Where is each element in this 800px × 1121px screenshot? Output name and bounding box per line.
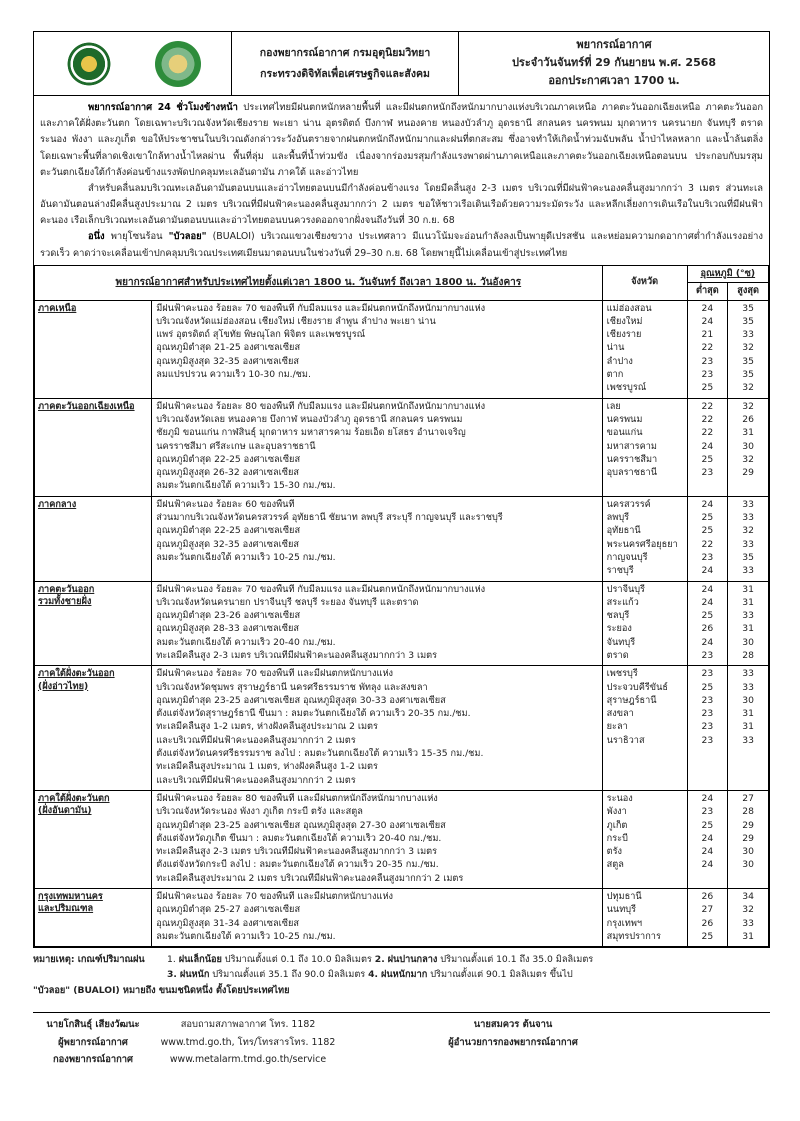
description-line: บริเวณจังหวัดแม่ฮ่องสอน เชียงใหม่ เชียงราย ลำพูน ลำปาง พะเยา น่าน: [156, 315, 436, 327]
province-name: ตราด: [606, 649, 629, 661]
max-temp-value: 35: [742, 551, 754, 563]
min-temp-value: 25: [701, 382, 714, 394]
description-line: มีฝนฟ้าคะนอง ร้อยละ 70 ของพื้นที่ และมีฝนตกหนักบางแห่ง: [156, 668, 394, 680]
director-role: ผู้อำนวยการกองพยากรณ์อากาศ: [448, 1036, 578, 1048]
province-cell: [602, 666, 687, 791]
description-line: มีฝนฟ้าคะนอง ร้อยละ 80 ของพื้นที่ และมีฝนตกหนักถึงหนักมากบางแห่ง: [156, 792, 438, 804]
max-temp-value: 33: [742, 668, 754, 680]
province-name: สุราษฎร์ธานี: [606, 694, 657, 706]
description-line: ลมแปรปรวน ความเร็ว 10-30 กม./ชม.: [156, 369, 311, 381]
max-temp-value: 31: [742, 721, 754, 733]
province-name: จันทบุรี: [606, 636, 636, 648]
description-line: และบริเวณที่มีฝนฟ้าคะนองคลื่นสูงมากกว่า 2 เมตร: [156, 774, 356, 786]
storm-text-a: พายุโซนร้อน: [104, 231, 169, 243]
description-line: ชัยภูมิ ขอนแก่น กาฬสินธุ์ มุกดาหาร มหาสารคาม ร้อยเอ็ด ยโสธร อำนาจเจริญ: [156, 427, 466, 439]
max-temp-cell: [728, 889, 769, 947]
agency-block: [232, 32, 459, 95]
region-name-cell: [35, 581, 152, 666]
forecast-frame: [33, 31, 770, 948]
forecaster-block: [33, 1016, 153, 1070]
region-name-cell: [35, 666, 152, 791]
criteria-desc: ปริมาณตั้งแต่ 0.1 ถึง 10.0 มิลลิเมตร: [221, 954, 375, 966]
forecast-page: [33, 31, 770, 1069]
forecast-table-body: [35, 300, 769, 947]
rain-criteria-3-4: [167, 967, 573, 982]
description-line: อุณหภูมิต่ำสุด 23-25 องศาเซลเซียส อุณหภูมิสูงสุด 30-33 องศาเซลเซียส: [156, 694, 446, 706]
description-line: ทะเลมีคลื่นสูง 2-3 เมตร บริเวณที่มีฝนฟ้าคะนองคลื่นสูงมากกว่า 3 เมตร: [156, 649, 438, 661]
criteria-desc: ปริมาณตั้งแต่ 90.1 มิลลิเมตร ขึ้นไป: [427, 969, 573, 981]
rain-criteria-row-1: [33, 952, 770, 967]
logo-group: [34, 32, 232, 95]
min-temp-value: 25: [701, 681, 714, 693]
description-line: ทะเลมีคลื่นสูง 2-3 เมตร บริเวณที่มีฝนฟ้าคะนองคลื่นสูงมากกว่า 3 เมตร: [156, 846, 438, 858]
description-line: มีฝนฟ้าคะนอง ร้อยละ 70 ของพื้นที่ และมีฝนตกหนักบางแห่ง: [156, 891, 394, 903]
max-temp-cell: [728, 790, 769, 888]
criteria-num: 1.: [167, 954, 176, 966]
province-name: กรุงเทพฯ: [606, 917, 643, 929]
min-temp-value: 22: [701, 538, 714, 550]
sea-conditions-text: สำหรับคลื่นลมบริเวณทะเลอันดามันตอนบนและอ่าวไทยตอนบนมีกำลังค่อนข้างแรง โดยมีคลื่นสูง 2-3 เมตร บริเวณที่มีฝนฟ้าคะนองคลื่นสูงมากกว่า 3 เมตร ส่วนทะเลอันดามันตอนล่างมีคลื่นสูงประมาณ 2 เมตร บริเวณที่มีฝนฟ้าคะนองคลื่นสูงมากกว่า 2 เมตร ขอให้ชาวเรือเดินเรือด้วยความระมัดระวัง และหลีกเลี่ยงการเดินเรือในบริเวณที่มีฝนฟ้าคะนอง เรือเล็กบริเวณทะเลอันดามันตอนบนและอ่าวไทยตอนบนควรงดออกจากฝั่งจนถึงวันที่ 30 ก.ย. 68: [40, 182, 763, 227]
description-line: นครราชสีมา ศรีสะเกษ และอุบลราชธานี: [156, 440, 316, 452]
max-temp-value: 33: [742, 565, 754, 577]
region-description-cell: [152, 300, 602, 398]
province-name: ประจวบคีรีขันธ์: [606, 681, 668, 693]
temperature-header: อุณหภูมิ (°ซ): [687, 265, 768, 282]
min-temp-cell: [687, 300, 728, 398]
issued-time: ออกประกาศเวลา 1700 น.: [548, 73, 680, 87]
rain-criteria-1-2: [167, 952, 593, 967]
province-cell: [602, 398, 687, 496]
description-line: อุณหภูมิต่ำสุด 22-25 องศาเซลเซียส: [156, 453, 301, 465]
region-row: [35, 496, 769, 581]
description-line: มีฝนฟ้าคะนอง ร้อยละ 80 ของพื้นที่ กับมีลมแรง และมีฝนตกหนักถึงหนักมากบางแห่ง: [156, 400, 486, 412]
province-name: มหาสารคาม: [606, 440, 657, 452]
province-name: กาญจนบุรี: [606, 551, 648, 563]
description-line: บริเวณจังหวัดชุมพร สุราษฎร์ธานี นครศรีธรรมราช พัทลุง และสงขลา: [156, 681, 428, 693]
province-name: เชียงราย: [606, 329, 642, 341]
max-temp-value: 27: [742, 792, 754, 804]
province-name: อุบลราชธานี: [606, 467, 657, 479]
province-name: แม่ฮ่องสอน: [606, 302, 652, 314]
min-temp-value: 22: [701, 400, 714, 412]
description-line: ลมตะวันตกเฉียงใต้ ความเร็ว 20-40 กม./ชม.: [156, 636, 336, 648]
province-name: ราชบุรี: [606, 565, 634, 577]
header: [34, 32, 769, 96]
contact-website-link[interactable]: www.tmd.go.th, โทร/โทรสารโทร. 1182: [160, 1036, 336, 1048]
province-name: นราธิวาส: [606, 734, 645, 746]
province-name: ตรัง: [606, 846, 623, 858]
min-temp-cell: [687, 790, 728, 888]
max-temp-cell: [728, 666, 769, 791]
description-line: มีฝนฟ้าคะนอง ร้อยละ 60 ของพื้นที่: [156, 498, 295, 510]
max-temp-value: 30: [742, 636, 754, 648]
description-line: และบริเวณที่มีฝนฟ้าคะนองคลื่นสูงมากกว่า 2 เมตร: [156, 734, 356, 746]
description-line: อุณหภูมิสูงสุด 28-33 องศาเซลเซียส: [156, 623, 300, 635]
province-header: จังหวัด: [602, 265, 687, 300]
province-name: สระแก้ว: [606, 596, 639, 608]
min-temp-value: 26: [701, 623, 714, 635]
summary-paragraph-2: [40, 181, 763, 230]
region-row: [35, 300, 769, 398]
region-name-cell: [35, 496, 152, 581]
region-name: กรุงเทพมหานคร: [38, 891, 103, 903]
max-temp-value: 31: [742, 623, 754, 635]
max-temp-value: 33: [742, 681, 754, 693]
description-line: ตั้งแต่จังหวัดภูเก็ต ขึ้นมา : ลมตะวันตกเฉียงใต้ ความเร็ว 20-40 กม./ชม.: [156, 832, 442, 844]
region-description-cell: [152, 398, 602, 496]
province-name: พังงา: [606, 806, 627, 818]
province-name: ระนอง: [606, 792, 633, 804]
rain-criteria-row-2: [33, 967, 770, 982]
province-name: สมุทรปราการ: [606, 930, 661, 942]
min-temp-value: 22: [701, 342, 714, 354]
region-row: [35, 666, 769, 791]
forecast-table: [34, 265, 769, 948]
description-line: ตั้งแต่จังหวัดนครศรีธรรมราช ลงไป : ลมตะวันตกเฉียงใต้ ความเร็ว 15-35 กม./ชม.: [156, 748, 484, 760]
province-name: นครพนม: [606, 413, 643, 425]
max-temp-value: 29: [742, 819, 754, 831]
director-name: นายสมควร ต้นจาน: [473, 1018, 553, 1030]
max-temp-value: 28: [742, 649, 754, 661]
max-temp-value: 32: [742, 453, 754, 465]
province-cell: [602, 300, 687, 398]
min-temp-cell: [687, 496, 728, 581]
min-temp-value: 23: [701, 369, 714, 381]
region-name: ภาคใต้ฝั่งตะวันออก: [38, 668, 115, 680]
title-block: [459, 32, 769, 95]
province-name: สตูล: [606, 859, 624, 871]
max-temp-value: 31: [742, 583, 754, 595]
notes-label: หมายเหตุ: เกณฑ์ปริมาณฝน: [33, 954, 145, 966]
max-temp-cell: [728, 398, 769, 496]
min-temp-value: 22: [701, 427, 714, 439]
forecast-date: ประจำวันจันทร์ที่ 29 กันยายน พ.ศ. 2568: [511, 56, 717, 70]
min-temp-value: 24: [701, 565, 714, 577]
description-line: อุณหภูมิสูงสุด 32-35 องศาเซลเซียส: [156, 355, 300, 367]
province-name: ลพบุรี: [606, 512, 630, 524]
storm-name-meaning: ขนมชนิดหนึ่ง ตั้งโดยประเทศไทย: [158, 984, 290, 996]
footer: [33, 1012, 770, 1070]
table-title: พยากรณ์อากาศสำหรับประเทศไทยตั้งแต่เวลา 1800 น. วันจันทร์ ถึงเวลา 1800 น. วันอังคาร: [35, 265, 603, 300]
max-temp-value: 26: [742, 413, 754, 425]
min-temp-header: ต่ำสุด: [687, 283, 728, 300]
summary-paragraph-3: [40, 229, 763, 261]
min-temp-cell: [687, 889, 728, 947]
max-temp-value: 33: [742, 917, 754, 929]
description-line: บริเวณจังหวัดเลย หนองคาย บึงกาฬ หนองบัวลำภู อุดรธานี สกลนคร นครพนม: [156, 413, 463, 425]
max-temp-value: 33: [742, 538, 754, 550]
min-temp-value: 24: [701, 859, 714, 871]
region-description-cell: [152, 496, 602, 581]
region-name: ภาคใต้ฝั่งตะวันตก: [38, 792, 110, 804]
region-description-cell: [152, 666, 602, 791]
min-temp-value: 23: [701, 649, 714, 661]
description-line: ทะเลมีคลื่นสูงประมาณ 2 เมตร บริเวณที่มีฝนฟ้าคะนองคลื่นสูงมากกว่า 2 เมตร: [156, 872, 464, 884]
note-lead: อนึ่ง: [88, 231, 105, 243]
province-cell: [602, 496, 687, 581]
description-line: ทะเลมีคลื่นสูงประมาณ 1 เมตร, ห่างฝั่งคลื่นสูง 1-2 เมตร: [156, 761, 378, 773]
notes: [33, 948, 770, 998]
description-line: ลมตะวันตกเฉียงใต้ ความเร็ว 10-25 กม./ชม.: [156, 930, 336, 942]
min-temp-value: 23: [701, 708, 714, 720]
province-name: กระบี่: [606, 832, 628, 844]
description-line: แพร่ อุตรดิตถ์ สุโขทัย พิษณุโลก พิจิตร และเพชรบูรณ์: [156, 329, 366, 341]
region-name: ภาคกลาง: [38, 498, 77, 510]
province-name: พระนครศรีอยุธยา: [606, 538, 678, 550]
region-name: ภาคตะวันออกเฉียงเหนือ: [38, 400, 135, 412]
region-name-cell: [35, 398, 152, 496]
min-temp-value: 24: [701, 792, 714, 804]
description-line: ทะเลมีคลื่นสูง 1-2 เมตร, ห่างฝั่งคลื่นสูงประมาณ 2 เมตร: [156, 721, 378, 733]
description-line: มีฝนฟ้าคะนอง ร้อยละ 70 ของพื้นที่ กับมีลมแรง และมีฝนตกหนักถึงหนักมากบางแห่ง: [156, 302, 486, 314]
region-subtitle: (ฝั่งอันดามัน): [38, 805, 92, 817]
region-name: ภาคตะวันออก: [38, 583, 95, 595]
min-temp-value: 25: [701, 610, 714, 622]
criteria-num: 4.: [368, 969, 379, 981]
province-name: นนทบุรี: [606, 904, 637, 916]
max-temp-value: 33: [742, 329, 754, 341]
storm-name: "บัวลอย": [168, 231, 207, 243]
max-temp-value: 32: [742, 904, 754, 916]
min-temp-value: 27: [701, 904, 714, 916]
min-temp-value: 23: [701, 694, 714, 706]
criteria-term: ฝนหนัก: [179, 969, 210, 981]
min-temp-value: 26: [701, 891, 714, 903]
region-subtitle: (ฝั่งอ่าวไทย): [38, 680, 89, 692]
min-temp-value: 25: [701, 453, 714, 465]
min-temp-value: 24: [701, 440, 714, 452]
province-name: ภูเก็ต: [606, 819, 628, 831]
min-temp-value: 23: [701, 806, 714, 818]
province-name: ระยอง: [606, 623, 632, 635]
province-name: เลย: [606, 400, 621, 412]
province-name: ปทุมธานี: [606, 891, 642, 903]
director-block: [343, 1016, 683, 1070]
max-temp-value: 30: [742, 846, 754, 858]
max-temp-value: 33: [742, 734, 754, 746]
province-cell: [602, 790, 687, 888]
region-subtitle: และปริมณฑล: [38, 903, 94, 915]
min-temp-value: 24: [701, 315, 714, 327]
province-name: นครราชสีมา: [606, 453, 658, 465]
description-line: อุณหภูมิต่ำสุด 23-26 องศาเซลเซียส: [156, 610, 301, 622]
storm-text-b: (BUALOI) บริเวณแขวงเชียงขวาง ประเทศลาว มีแนวโน้มจะอ่อนกำลังลงเป็นพายุดีเปรสชัน และหย่อมความกดอากาศต่ำกำลังแรงอย่างรวดเร็ว คาดว่าจะเคลื่อนเข้าปกคลุมบริเวณประเทศเมียนมาตอนบนในช่วงวันที่ 29–30 ก.ย. 68 โดยพายุนี้ไม่เคลื่อนเข้าสู่ประเทศไทย: [40, 231, 764, 259]
max-temp-cell: [728, 300, 769, 398]
max-temp-value: 31: [742, 708, 754, 720]
description-line: ตั้งแต่จังหวัดกระบี่ ลงไป : ลมตะวันตกเฉียงใต้ ความเร็ว 20-35 กม./ชม.: [156, 859, 439, 871]
province-name: ยะลา: [606, 721, 628, 733]
summary: [34, 96, 769, 265]
max-temp-value: 35: [742, 302, 754, 314]
min-temp-value: 23: [701, 467, 714, 479]
province-name: อุทัยธานี: [606, 525, 641, 537]
max-temp-value: 32: [742, 525, 754, 537]
max-temp-value: 35: [742, 315, 754, 327]
region-name: ภาคเหนือ: [38, 302, 77, 314]
storm-name-label: "บัวลอย" (BUALOI) หมายถึง: [33, 984, 159, 996]
description-line: ลมตะวันตกเฉียงใต้ ความเร็ว 15-30 กม./ชม.: [156, 480, 336, 492]
forecaster-name: นายโกสินธุ์ เสียงวัฒนะ: [46, 1018, 140, 1030]
criteria-term: ฝนเล็กน้อย: [178, 954, 222, 966]
max-temp-value: 35: [742, 369, 754, 381]
max-temp-value: 33: [742, 498, 754, 510]
min-temp-value: 24: [701, 636, 714, 648]
max-temp-value: 35: [742, 355, 754, 367]
max-temp-cell: [728, 581, 769, 666]
description-line: อุณหภูมิสูงสุด 26-32 องศาเซลเซียส: [156, 467, 300, 479]
max-temp-value: 31: [742, 930, 754, 942]
min-temp-value: 25: [701, 930, 714, 942]
province-name: ตาก: [606, 369, 624, 381]
max-temp-value: 31: [742, 596, 754, 608]
region-description-cell: [152, 889, 602, 947]
min-temp-value: 26: [701, 917, 714, 929]
min-temp-value: 22: [701, 413, 714, 425]
contact-block: [153, 1016, 343, 1070]
criteria-term: ฝนหนักมาก: [380, 969, 428, 981]
min-temp-value: 23: [701, 721, 714, 733]
region-name-cell: [35, 790, 152, 888]
region-row: [35, 581, 769, 666]
region-row: [35, 398, 769, 496]
min-temp-cell: [687, 666, 728, 791]
max-temp-value: 32: [742, 400, 754, 412]
agency-line-2: กระทรวงดิจิทัลเพื่อเศรษฐกิจและสังคม: [260, 67, 430, 80]
province-name: นครสวรรค์: [606, 498, 651, 510]
min-temp-value: 24: [701, 832, 714, 844]
max-temp-value: 32: [742, 342, 754, 354]
description-line: บริเวณจังหวัดระนอง พังงา ภูเก็ต กระบี่ ตรัง และสตูล: [156, 806, 363, 818]
criteria-term: ฝนปานกลาง: [387, 954, 438, 966]
max-temp-value: 31: [742, 427, 754, 439]
region-name-cell: [35, 889, 152, 947]
min-temp-value: 24: [701, 583, 714, 595]
min-temp-value: 23: [701, 668, 714, 680]
contact-phone: สอบถามสภาพอากาศ โทร. 1182: [180, 1018, 316, 1030]
min-temp-value: 24: [701, 846, 714, 858]
forecaster-dept: กองพยากรณ์อากาศ: [52, 1054, 134, 1066]
min-temp-value: 24: [701, 498, 714, 510]
max-temp-value: 30: [742, 859, 754, 871]
min-temp-value: 25: [701, 512, 714, 524]
min-temp-cell: [687, 398, 728, 496]
description-line: มีฝนฟ้าคะนอง ร้อยละ 70 ของพื้นที่ กับมีลมแรง และมีฝนตกหนักถึงหนักมากบางแห่ง: [156, 583, 486, 595]
min-temp-value: 25: [701, 819, 714, 831]
region-subtitle: รวมทั้งชายฝั่ง: [38, 595, 92, 607]
max-temp-value: 34: [742, 891, 754, 903]
storm-name-note: [33, 983, 770, 998]
min-temp-value: 25: [701, 525, 714, 537]
max-temp-value: 33: [742, 512, 754, 524]
service-website-link[interactable]: www.metalarm.tmd.go.th/service: [169, 1054, 327, 1066]
min-temp-value: 24: [701, 302, 714, 314]
description-line: อุณหภูมิสูงสุด 32-35 องศาเซลเซียส: [156, 538, 300, 550]
max-temp-value: 33: [742, 610, 754, 622]
description-line: อุณหภูมิต่ำสุด 21-25 องศาเซลเซียส: [156, 342, 301, 354]
province-name: สงขลา: [606, 708, 634, 720]
description-line: อุณหภูมิต่ำสุด 23-25 องศาเซลเซียส อุณหภูมิสูงสุด 27-30 องศาเซลเซียส: [156, 819, 446, 831]
notes-spacer: [33, 967, 167, 982]
max-temp-value: 28: [742, 806, 754, 818]
province-name: ชลบุรี: [606, 610, 630, 622]
page-title: พยากรณ์อากาศ: [576, 38, 652, 52]
summary-lead: พยากรณ์อากาศ 24 ชั่วโมงข้างหน้า: [88, 102, 238, 113]
region-description-cell: [152, 790, 602, 888]
max-temp-value: 29: [742, 832, 754, 844]
min-temp-value: 23: [701, 734, 714, 746]
province-name: ปราจีนบุรี: [606, 583, 645, 595]
max-temp-header: สูงสุด: [728, 283, 769, 300]
agency-line-1: กองพยากรณ์อากาศ กรมอุตุนิยมวิทยา: [259, 47, 431, 60]
max-temp-value: 29: [742, 467, 754, 479]
province-name: เพชรบูรณ์: [606, 382, 647, 394]
province-name: ขอนแก่น: [606, 427, 643, 439]
description-line: ลมตะวันตกเฉียงใต้ ความเร็ว 10-25 กม./ชม.: [156, 551, 336, 563]
description-line: อุณหภูมิต่ำสุด 25-27 องศาเซลเซียส: [156, 904, 301, 916]
region-description-cell: [152, 581, 602, 666]
description-line: อุณหภูมิสูงสุด 31-34 องศาเซลเซียส: [156, 917, 300, 929]
criteria-desc: ปริมาณตั้งแต่ 35.1 ถึง 90.0 มิลลิเมตร: [209, 969, 369, 981]
forecaster-role: ผู้พยากรณ์อากาศ: [58, 1036, 128, 1048]
criteria-num: 2.: [374, 954, 385, 966]
min-temp-value: 21: [701, 329, 714, 341]
min-temp-value: 23: [701, 551, 714, 563]
description-line: ส่วนมากบริเวณจังหวัดนครสวรรค์ อุทัยธานี ชัยนาท ลพบุรี สระบุรี กาญจนบุรี และราชบุรี: [156, 512, 503, 524]
ministry-logo-icon: [155, 41, 201, 87]
criteria-num: 3.: [167, 969, 177, 981]
description-line: ตั้งแต่จังหวัดสุราษฎร์ธานี ขึ้นมา : ลมตะวันตกเฉียงใต้ ความเร็ว 20-35 กม./ชม.: [156, 708, 471, 720]
province-name: น่าน: [606, 342, 625, 354]
max-temp-value: 32: [742, 382, 754, 394]
region-name-cell: [35, 300, 152, 398]
summary-text: ประเทศไทยมีฝนตกหนักหลายพื้นที่ และมีฝนตกหนักถึงหนักมากบางแห่งบริเวณภาคเหนือ ภาคตะวันออกเฉียงเหนือ ภาคตะวันออก และภาคใต้ฝั่งตะวันตก โดยเฉพาะบริเวณจังหวัดเชียงราย พะเยา น่าน อุตรดิตถ์ บึงกาฬ หนองคาย หนองบัวลำภู อุดรธานี สกลนคร นครพนม มุกดาหาร นครนายก จันทบุรี ตราด ระนอง พังงา และภูเก็ต ขอให้ประชาชนในบริเวณดังกล่าวระวังอันตรายจากฝนตกหนักถึงหนักมากและฝนที่ตกสะสม ซึ่งอาจทำให้เกิดน้ำท่วมฉับพลัน น้ำป่าไหลหลาก และน้ำล้นตลิ่ง โดยเฉพาะพื้นที่ลาดเชิงเขาใกล้ทางน้ำไหลผ่าน พื้นที่ลุ่ม และพื้นที่น้ำท่วมขัง เนื่องจากร่องมรสุมกำลังแรงพาดผ่านภาคเหนือและภาคตะวันออกเฉียงเหนือตอนบน ประกอบกับมรสุมตะวันตกเฉียงใต้กำลังค่อนข้างแรงพัดปกคลุมทะเลอันดามัน ภาคใต้ และอ่าวไทย: [40, 102, 763, 178]
summary-paragraph-1: [40, 100, 763, 181]
description-line: บริเวณจังหวัดนครนายก ปราจีนบุรี ชลบุรี ระยอง จันทบุรี และตราด: [156, 596, 419, 608]
min-temp-cell: [687, 581, 728, 666]
max-temp-cell: [728, 496, 769, 581]
province-name: เชียงใหม่: [606, 315, 643, 327]
province-cell: [602, 889, 687, 947]
province-name: ลำปาง: [606, 355, 633, 367]
tmd-logo-icon: [64, 39, 114, 89]
min-temp-value: 24: [701, 596, 714, 608]
region-row: [35, 889, 769, 947]
province-cell: [602, 581, 687, 666]
criteria-desc: ปริมาณตั้งแต่ 10.1 ถึง 35.0 มิลลิเมตร: [437, 954, 594, 966]
region-row: [35, 790, 769, 888]
max-temp-value: 30: [742, 694, 754, 706]
min-temp-value: 23: [701, 355, 714, 367]
province-name: เพชรบุรี: [606, 668, 638, 680]
max-temp-value: 30: [742, 440, 754, 452]
description-line: อุณหภูมิต่ำสุด 22-25 องศาเซลเซียส: [156, 525, 301, 537]
